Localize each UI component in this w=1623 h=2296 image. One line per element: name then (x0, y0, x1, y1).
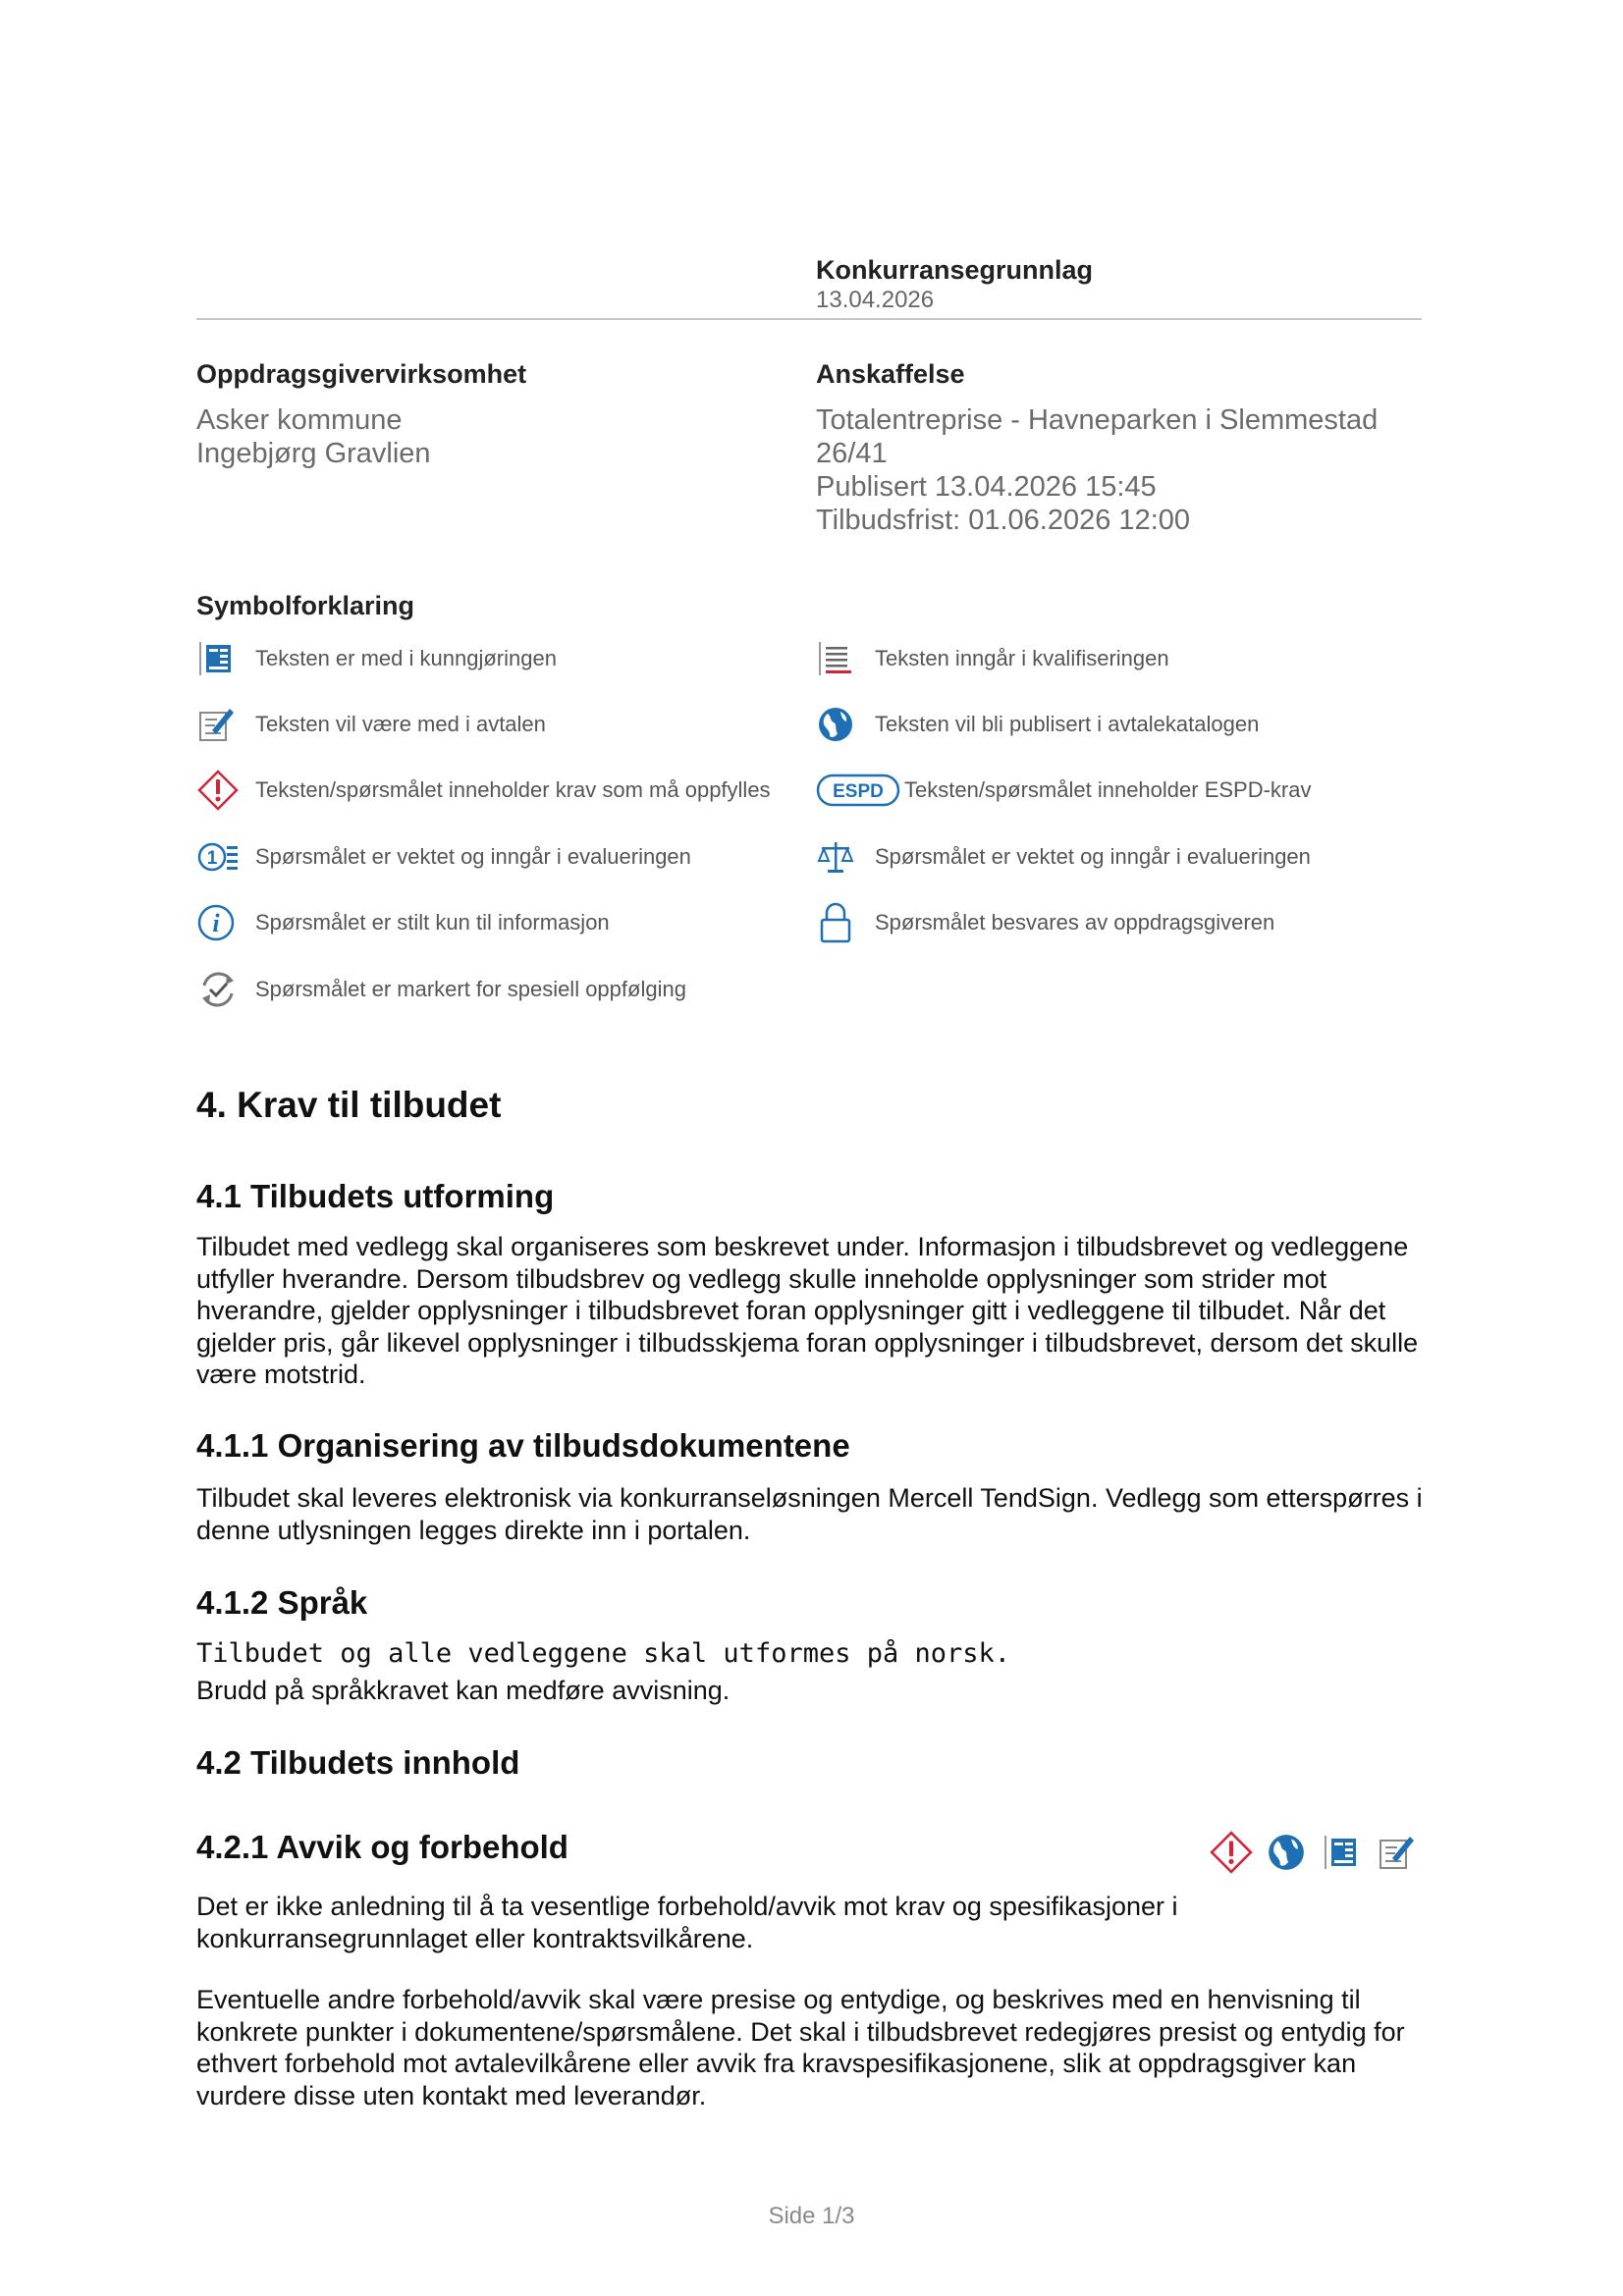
legend-item (196, 901, 610, 944)
section-heading-4-2: 4.2 Tilbudets innhold (196, 1744, 520, 1781)
document-header (816, 254, 1093, 315)
header-divider (196, 318, 1422, 320)
section-text-4-1-2: Brudd på språkkravet kan medføre avvisning. (196, 1676, 730, 1705)
legend-text: Teksten/spørsmålet inneholder krav som må oppfylles (255, 777, 771, 802)
legend-text: Spørsmålet er markert for spesiell oppfølging (255, 977, 686, 1001)
lock-icon (816, 901, 861, 944)
globe-icon (816, 703, 861, 746)
legend-item (196, 703, 546, 746)
scale-icon (816, 835, 861, 879)
legend-text: Spørsmålet besvares av oppdragsgiveren (875, 910, 1275, 934)
warning-diamond-icon (196, 769, 242, 812)
legend-item (816, 835, 1311, 879)
legend-text: Teksten inngår i kvalifiseringen (875, 646, 1169, 670)
legend-item (196, 769, 771, 812)
client-name: Asker kommune (196, 404, 403, 436)
svg-text:1: 1 (206, 848, 218, 869)
procurement-block (816, 358, 1378, 537)
followup-icon (196, 968, 242, 1011)
procurement-heading: Anskaffelse (816, 359, 965, 389)
globe-icon (1264, 1830, 1309, 1875)
info-icon (196, 901, 242, 944)
section-text-4-2-1-p1: Det er ikke anledning til å ta vesentlige forbehold/avvik mot krav og spesifikasjoner i konkurransegrunnlaget eller kontraktsvilkårene. (196, 1892, 1178, 1953)
legend-text: Teksten vil være med i avtalen (255, 712, 546, 736)
section-text-4-2-1-p2: Eventuelle andre forbehold/avvik skal være presise og entydige, og beskrives med en henvisning til konkrete punkter i dokumentene/spørsmålene. Det skal i tilbudsbrevet redegjøres presist og entydig for ethvert forbehold mot avtalevilkårene eller avvik fra kravspesifikasjonene, slik at oppdragsgiver kan vurdere disse uten kontakt med leverandør. (196, 1985, 1405, 2110)
client-heading: Oppdragsgivervirksomhet (196, 359, 527, 389)
section-text-4-1: Tilbudet med vedlegg skal organiseres som beskrevet under. Informasjon i tilbudsbrevet og vedleggene utfyller hverandre. Dersom tilbudsbrev og vedlegg skulle inneholde opplysninger som strider mot hverandre, gjelder opplysninger i tilbudsbrevet foran opplysninger gitt i vedleggene til tilbudet. Når det gjelder pris, går likevel opplysninger i tilbudsskjema foran opplysninger i tilbudsbrevet, dersom det skulle være motstrid. (196, 1232, 1419, 1389)
chapter-heading: 4. Krav til tilbudet (196, 1085, 502, 1125)
legend-item (816, 637, 1169, 680)
legend-text: Spørsmålet er vektet og inngår i evalueringen (255, 844, 691, 869)
document-date: 13.04.2026 (816, 287, 935, 313)
svg-text:ESPD: ESPD (833, 781, 884, 802)
legend-item (816, 703, 1259, 746)
legend-title: Symbolforklaring (196, 591, 415, 620)
legend-text: Teksten vil bli publisert i avtalekatalogen (875, 712, 1260, 736)
legend-item (196, 637, 557, 680)
legend-item (196, 968, 686, 1011)
section-icons-4-2-1 (1209, 1830, 1419, 1875)
legend-item (196, 835, 691, 879)
procurement-number: 26/41 (816, 438, 888, 469)
section-heading-4-1-1: 4.1.1 Organisering av tilbudsdokumentene (196, 1427, 850, 1464)
legend-text: Teksten er med i kunngjøringen (255, 646, 557, 670)
espd-badge-icon (816, 769, 902, 812)
legend-text: Spørsmålet er stilt kun til informasjon (255, 910, 610, 934)
announcement-icon (196, 637, 242, 680)
section-heading-4-2-1: 4.2.1 Avvik og forbehold (196, 1829, 568, 1865)
announcement-icon (1319, 1830, 1364, 1875)
legend-text: Teksten/spørsmålet inneholder ESPD-krav (904, 777, 1312, 802)
contract-pen-icon (1374, 1830, 1419, 1875)
weighted-list-icon (196, 835, 242, 879)
warning-diamond-icon (1209, 1830, 1254, 1875)
qualification-icon (816, 637, 861, 680)
document-title: Konkurransegrunnlag (816, 255, 1094, 285)
section-text-4-1-2-mono: Tilbudet og alle vedleggene skal utformes på norsk. (196, 1638, 1011, 1669)
contract-pen-icon (196, 703, 242, 746)
client-block (196, 358, 526, 470)
procurement-deadline: Tilbudsfrist: 01.06.2026 12:00 (816, 505, 1191, 536)
legend-item (816, 901, 1274, 944)
section-text-4-1-1: Tilbudet skal leveres elektronisk via konkurranseløsningen Mercell TendSign. Vedlegg som etterspørres i denne utlysningen legges direkte inn i portalen. (196, 1483, 1423, 1545)
svg-text:i: i (212, 909, 220, 937)
procurement-name: Totalentreprise - Havneparken i Slemmestad (816, 404, 1379, 436)
section-heading-4-1: 4.1 Tilbudets utforming (196, 1178, 555, 1214)
procurement-published: Publisert 13.04.2026 15:45 (816, 471, 1157, 503)
client-contact: Ingebjørg Gravlien (196, 438, 431, 469)
legend-text: Spørsmålet er vektet og inngår i evalueringen (875, 844, 1311, 869)
page-number: Side 1/3 (768, 2203, 855, 2229)
legend-item (816, 769, 1312, 812)
section-heading-4-1-2: 4.1.2 Språk (196, 1584, 368, 1621)
